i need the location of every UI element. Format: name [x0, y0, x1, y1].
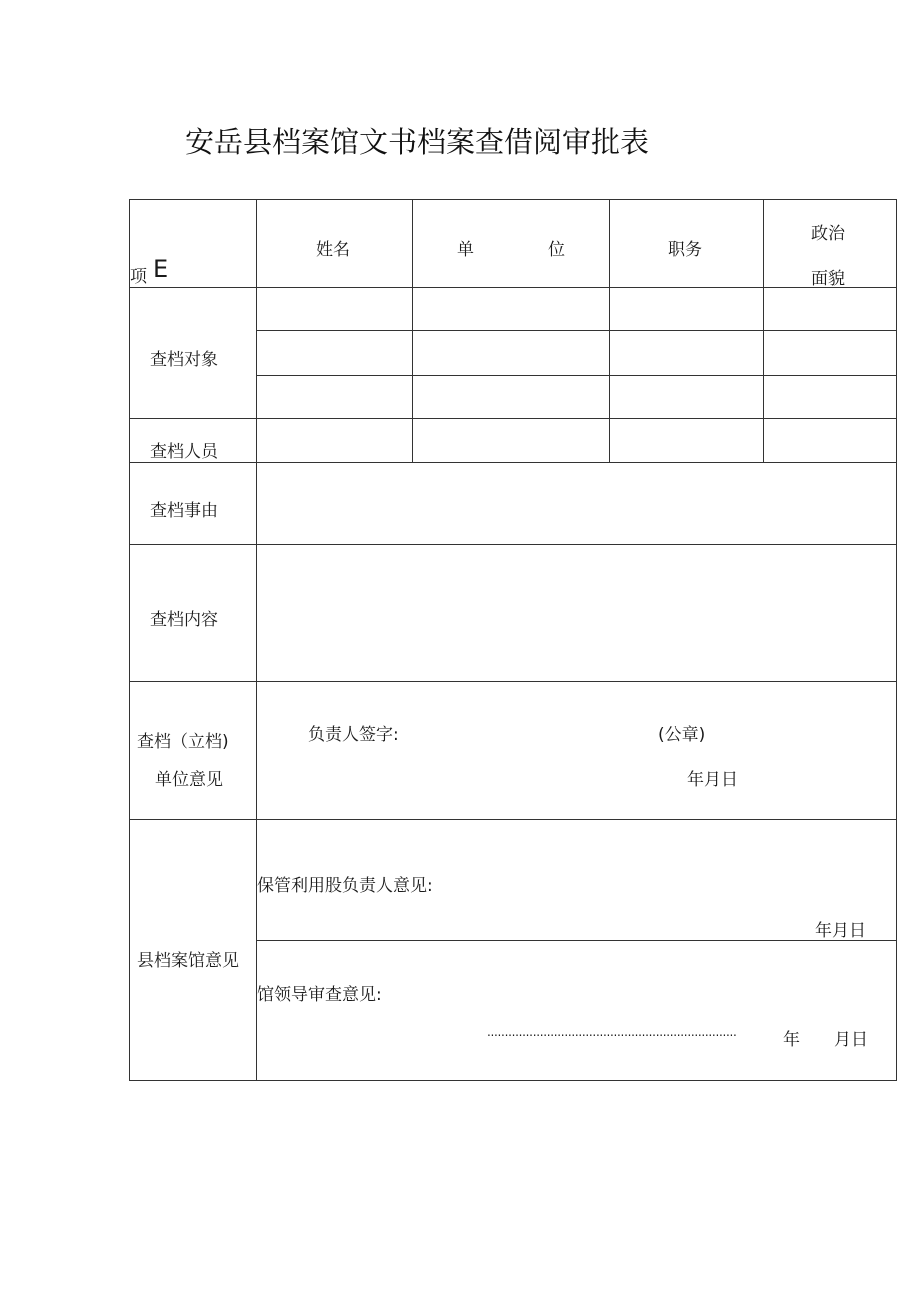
row-label-content: 查档内容 [150, 610, 218, 630]
row-label-subject: 查档对象 [150, 350, 218, 370]
header-unit-right: 位 [548, 240, 565, 260]
header-item-glyph: E [153, 255, 169, 283]
table-border-left [129, 199, 130, 1081]
leader-opinion-label: 馆领导审查意见: [257, 985, 382, 1005]
custody-opinion-date: 年月日 [815, 921, 866, 941]
table-rule [256, 940, 896, 941]
table-border-bottom [129, 1080, 896, 1081]
header-name: 姓名 [316, 240, 350, 260]
header-political-line1: 政治 [811, 224, 845, 244]
table-rule [256, 375, 896, 376]
header-unit-left: 单 [457, 240, 474, 260]
table-border-right [896, 199, 897, 1081]
table-rule [763, 199, 764, 463]
header-item-label: 项 [130, 267, 147, 287]
leader-opinion-monthday: 月日 [834, 1030, 868, 1050]
row-label-staff: 查档人员 [150, 442, 218, 462]
header-political-line2: 面貌 [811, 269, 845, 289]
table-border-top [129, 199, 896, 200]
signature-label: 负责人签字: [308, 725, 399, 745]
row-label-unit-opinion-line2: 单位意见 [155, 770, 223, 790]
row-label-reason: 查档事由 [150, 501, 218, 521]
table-rule [129, 287, 896, 288]
form-title: 安岳县档案馆文书档案查借阅审批表 [185, 125, 650, 159]
table-rule [129, 418, 896, 419]
table-rule [129, 819, 896, 820]
header-position: 职务 [668, 240, 702, 260]
custody-opinion-label: 保管利用股负责人意见: [257, 876, 433, 896]
row-label-archive-opinion: 县档案馆意见 [137, 951, 239, 971]
row-label-unit-opinion-line1: 查档（立档) [137, 732, 229, 752]
table-rule [256, 199, 257, 1081]
unit-opinion-date: 年月日 [687, 770, 738, 790]
leader-opinion-dots: ....................................................................... [487, 1025, 737, 1039]
table-rule [129, 544, 896, 545]
table-rule [129, 681, 896, 682]
table-rule [412, 199, 413, 463]
seal-label: (公章) [658, 725, 706, 745]
leader-opinion-year: 年 [783, 1030, 800, 1050]
table-rule [609, 199, 610, 463]
table-rule [256, 330, 896, 331]
table-rule [129, 462, 896, 463]
